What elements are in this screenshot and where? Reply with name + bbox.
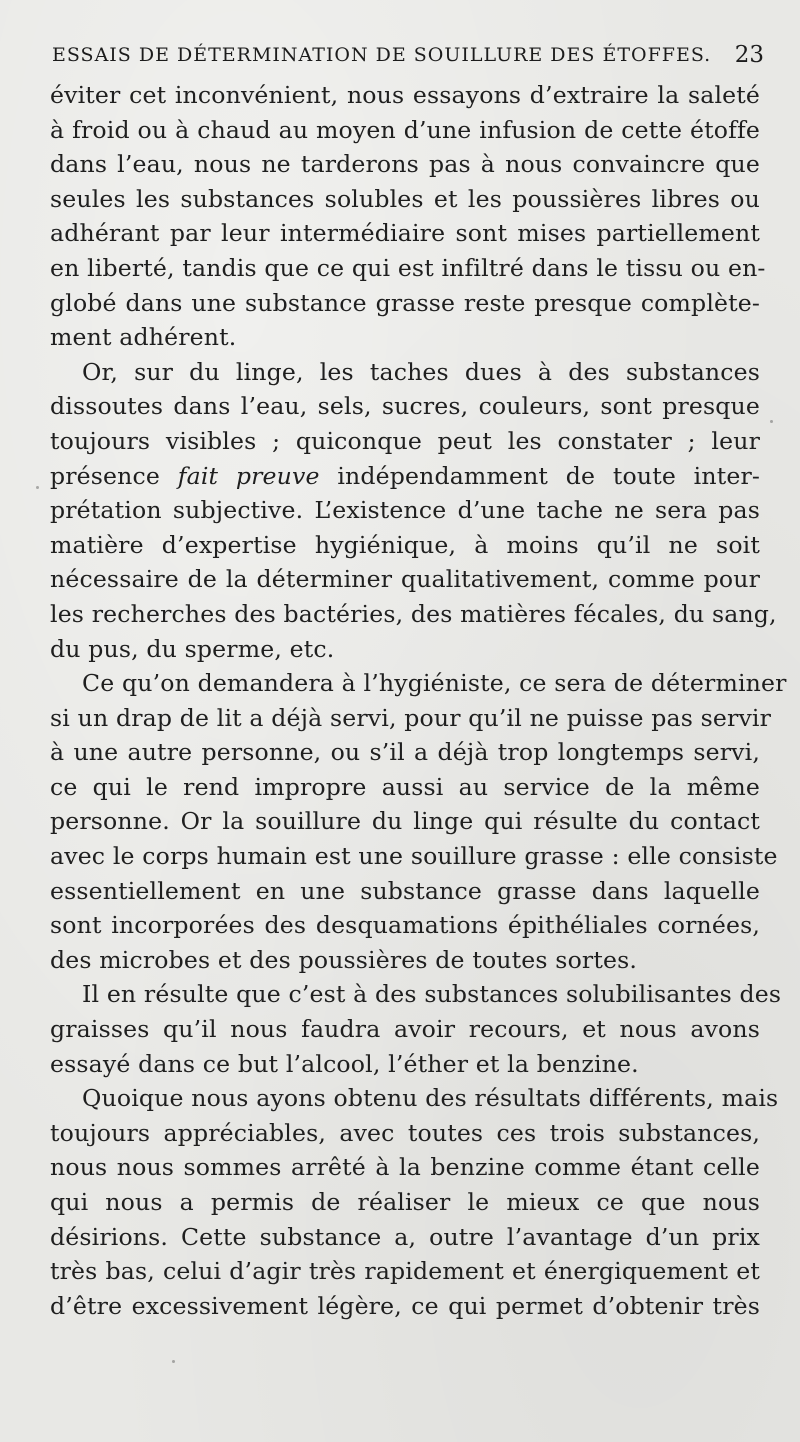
text-line: à froid ou à chaud au moyen d’une infusion de cette étoffe <box>50 115 760 144</box>
text-line: nécessaire de la déterminer qualitativement, comme pour <box>50 565 760 594</box>
text-line: désirions. Cette substance a, outre l’avantage d’un prix <box>50 1222 760 1251</box>
text-line: des microbes et des poussières de toutes sortes. <box>50 945 637 974</box>
text-line: ment adhérent. <box>50 323 237 352</box>
text-line: éviter cet inconvénient, nous essayons d’extraire la saleté <box>50 81 760 109</box>
text-line: sont incorporées des desquamations épithéliales cornées, <box>50 911 760 940</box>
italic-emphasis: fait preuve <box>177 461 320 490</box>
running-head <box>52 42 764 72</box>
text-line: nous nous sommes arrêté à la benzine comme étant celle <box>50 1153 760 1182</box>
text-line: dissoutes dans l’eau, sels, sucres, couleurs, sont presque <box>50 392 760 421</box>
text-line: d’être excessivement légère, ce qui permet d’obtenir très <box>50 1291 760 1320</box>
text-line: matière d’expertise hygiénique, à moins qu’il ne soit <box>50 530 760 559</box>
line-text: indépendamment de toute inter- <box>319 461 760 490</box>
text-line: personne. Or la souillure du linge qui résulte du contact <box>50 807 760 836</box>
text-line: si un drap de lit a déjà servi, pour qu’il ne puisse pas servir <box>50 703 772 732</box>
text-line: toujours visibles ; quiconque peut les constater ; leur <box>50 426 760 455</box>
paragraph-start-line: Il en résulte que c’est à des substances solubilisantes des <box>82 980 782 1009</box>
text-line: graisses qu’il nous faudra avoir recours, et nous avons <box>50 1015 760 1044</box>
text-line: adhérant par leur intermédiaire sont mises partiellement <box>50 219 760 248</box>
page-number: 23 <box>734 42 764 68</box>
text-line: essayé dans ce but l’alcool, l’éther et la benzine. <box>50 1049 639 1078</box>
paper-speck <box>172 1360 175 1363</box>
text-line: en liberté, tandis que ce qui est infiltré dans le tissu ou en- <box>50 253 766 282</box>
text-line: dans l’eau, nous ne tarderons pas à nous convaincre que <box>50 150 760 179</box>
text-line: toujours appréciables, avec toutes ces trois substances, <box>50 1118 760 1147</box>
text-line: qui nous a permis de réaliser le mieux ce que nous <box>50 1188 760 1216</box>
paragraph-start-line: Quoique nous ayons obtenu des résultats différents, mais <box>82 1084 779 1113</box>
paragraph-start-line: Or, sur du linge, les taches dues à des substances <box>82 357 760 386</box>
text-line: avec le corps humain est une souillure grasse : elle consiste <box>50 842 778 871</box>
text-line-with-emphasis <box>50 459 760 494</box>
text-line: très bas, celui d’agir très rapidement et énergiquement et <box>50 1257 760 1286</box>
running-title: ESSAIS DE DÉTERMINATION DE SOUILLURE DES ÉTOFFES. <box>52 44 712 66</box>
text-line: essentiellement en une substance grasse dans laquelle <box>50 876 760 905</box>
text-line: globé dans une substance grasse reste presque complète- <box>50 288 760 317</box>
text-line: du pus, du sperme, etc. <box>50 634 335 663</box>
paragraph-start-line: Ce qu’on demandera à l’hygiéniste, ce sera de déterminer <box>82 669 787 698</box>
text-line: seules les substances solubles et les poussières libres ou <box>50 184 760 213</box>
body-text <box>50 78 787 1323</box>
text-line: à une autre personne, ou s’il a déjà trop longtemps servi, <box>50 738 760 767</box>
text-line: prétation subjective. L’existence d’une tache ne sera pas <box>50 496 760 525</box>
paper-speck <box>770 420 773 423</box>
paper-speck <box>36 486 39 489</box>
line-text: présence <box>50 461 178 490</box>
text-line: les recherches des bactéries, des matières fécales, du sang, <box>50 599 777 628</box>
text-line: ce qui le rend impropre aussi au service de la même <box>50 772 760 801</box>
